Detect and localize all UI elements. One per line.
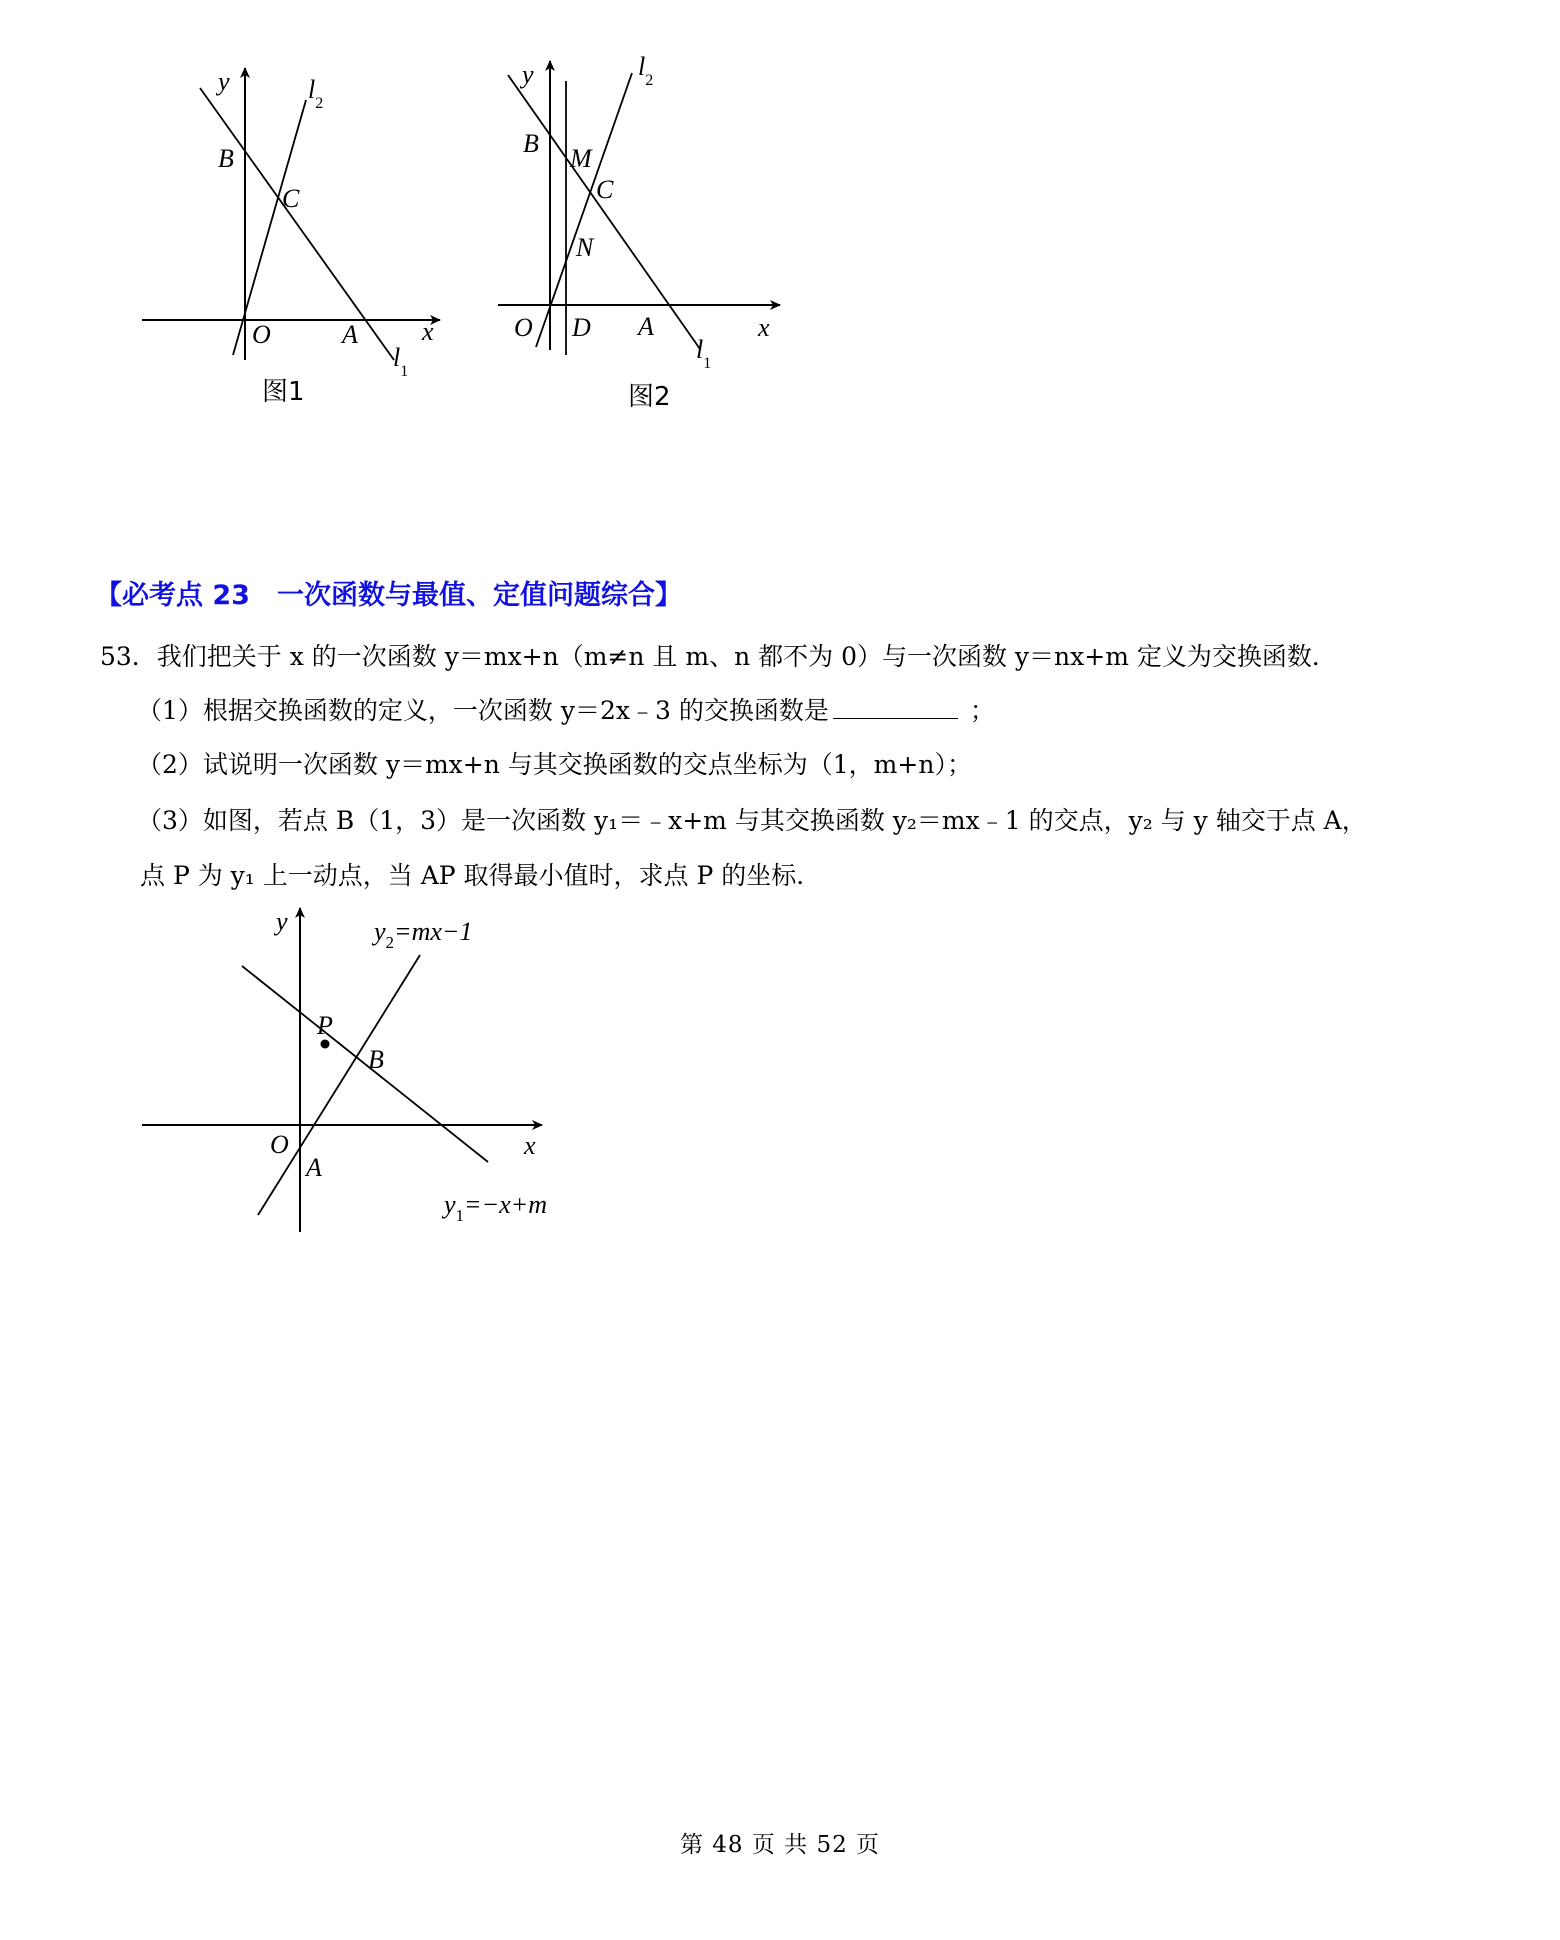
point-p-dot bbox=[321, 1040, 330, 1049]
line-l1-sub: 1 bbox=[703, 355, 712, 372]
origin-label: O bbox=[252, 320, 271, 349]
page-footer: 第 48 页 共 52 页 bbox=[679, 1832, 881, 1858]
question-3-line-1: （3）如图，若点 B（1，3）是一次函数 y₁＝﹣x+m 与其交换函数 y₂＝mx﹣1 的交点，y₂ 与 y 轴交于点 A， bbox=[137, 806, 1367, 835]
point-label-b: B bbox=[368, 1045, 384, 1074]
question-3-line-2: 点 P 为 y₁ 上一动点，当 AP 取得最小值时，求点 P 的坐标． bbox=[140, 861, 822, 890]
line-l1-sub: 1 bbox=[400, 363, 409, 380]
line-l2-label bbox=[638, 52, 653, 89]
origin-label: O bbox=[270, 1130, 289, 1159]
point-label-n: N bbox=[576, 233, 594, 262]
point-label-c: C bbox=[596, 175, 614, 204]
point-label-a: A bbox=[638, 312, 654, 341]
line-y1-rhs: =−x+m bbox=[464, 1190, 547, 1219]
answer-blank bbox=[833, 696, 958, 719]
problem-stem: 53．我们把关于 x 的一次函数 y＝mx+n（m≠n 且 m、n 都不为 0）与一次函数 y＝nx+m 定义为交换函数． bbox=[100, 642, 1337, 671]
point-label-d: D bbox=[572, 313, 591, 342]
line-l1-name: l bbox=[393, 343, 401, 372]
line-y2-label bbox=[371, 917, 472, 952]
line-l2-sub: 2 bbox=[315, 95, 324, 112]
point-label-b: B bbox=[523, 129, 539, 158]
line-y2-rhs: =mx−1 bbox=[394, 917, 473, 946]
line-l1-label bbox=[393, 343, 408, 380]
question-1 bbox=[137, 695, 995, 727]
line-l1-label bbox=[696, 335, 711, 372]
line-l2-label bbox=[308, 75, 323, 112]
figure-1-caption: 图1 bbox=[262, 377, 305, 407]
figure-3 bbox=[130, 900, 610, 1260]
y-axis-label: y bbox=[522, 60, 534, 89]
question-1-text: （1）根据交换函数的定义，一次函数 y＝2x﹣3 的交换函数是 bbox=[137, 696, 829, 725]
line-y1-sub: 1 bbox=[455, 1206, 465, 1225]
figure-2 bbox=[480, 45, 810, 420]
line-l1-name: l bbox=[696, 335, 704, 364]
y-axis-label: y bbox=[276, 907, 288, 936]
point-label-m: M bbox=[570, 144, 592, 173]
figure-1 bbox=[130, 60, 460, 420]
point-label-c: C bbox=[282, 184, 300, 213]
question-1-end: ； bbox=[969, 696, 995, 725]
line-l2-name: l bbox=[638, 52, 646, 81]
y-axis-label: y bbox=[218, 67, 230, 96]
point-label-p: P bbox=[317, 1011, 333, 1040]
line-y2 bbox=[258, 955, 420, 1215]
x-axis-label: x bbox=[422, 317, 434, 346]
line-y1-name: y bbox=[444, 1190, 456, 1219]
line-l2-name: l bbox=[308, 75, 316, 104]
point-label-a: A bbox=[342, 320, 358, 349]
origin-label: O bbox=[514, 313, 533, 342]
line-y1-label bbox=[441, 1190, 547, 1225]
question-2: （2）试说明一次函数 y＝mx+n 与其交换函数的交点坐标为（1，m+n）； bbox=[137, 750, 972, 779]
figure-2-caption: 图2 bbox=[628, 382, 671, 412]
line-y2-name: y bbox=[374, 917, 386, 946]
x-axis-label: x bbox=[758, 313, 770, 342]
line-l1 bbox=[508, 75, 700, 349]
point-label-b: B bbox=[218, 144, 234, 173]
line-l2-sub: 2 bbox=[645, 72, 654, 89]
point-label-a: A bbox=[306, 1153, 322, 1182]
line-l2 bbox=[233, 100, 306, 355]
x-axis-label: x bbox=[524, 1131, 536, 1160]
line-y2-sub: 2 bbox=[385, 933, 395, 952]
section-title: 【必考点 23 一次函数与最值、定值问题综合】 bbox=[95, 580, 682, 611]
